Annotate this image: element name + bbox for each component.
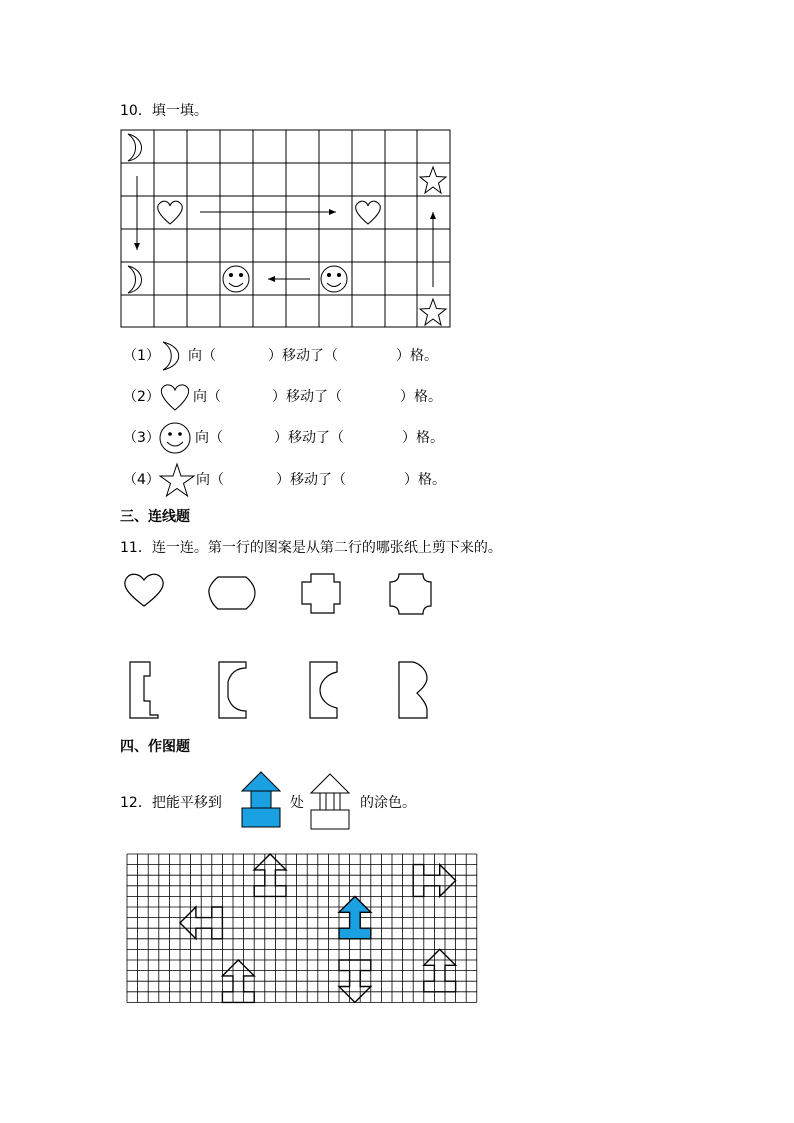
- q10-title: 10．填一填。: [120, 103, 208, 119]
- item-4-cells: ）格。: [404, 472, 446, 488]
- heart-shape: [125, 574, 163, 606]
- heart-icon: [356, 201, 381, 224]
- paper-b: [219, 662, 246, 718]
- item-4-num: （4）: [123, 472, 160, 488]
- star-icon: [420, 167, 446, 193]
- outline-house-icon: [309, 772, 351, 830]
- item-4-dir: 向（: [196, 472, 224, 488]
- smiley-icon: [223, 266, 249, 292]
- paper-c: [310, 662, 337, 718]
- star-icon: [420, 299, 446, 325]
- moon-icon: [128, 266, 142, 293]
- item-1-num: （1）: [123, 348, 160, 364]
- smiley-icon: [321, 266, 347, 292]
- paper-d: [399, 662, 427, 718]
- heart-icon: [158, 201, 183, 224]
- item-1-cells: ）格。: [396, 348, 438, 364]
- q11-title: 11．连一连。第一行的图案是从第二行的哪张纸上剪下来的。: [120, 540, 502, 556]
- item-3-cells: ）格。: [402, 430, 444, 446]
- item-2-dir: 向（: [193, 389, 221, 405]
- cross-shape: [302, 574, 340, 613]
- section-4-heading: 四、作图题: [120, 739, 190, 755]
- heart-icon: [158, 382, 192, 412]
- item-3-moved: ）移动了（: [274, 430, 344, 446]
- smiley-icon: [158, 421, 192, 455]
- item-1-dir: 向（: [188, 348, 216, 364]
- section-3-heading: 三、连线题: [120, 509, 190, 525]
- q12-prefix: 12．把能平移到: [120, 795, 222, 811]
- item-3-num: （3）: [123, 430, 160, 446]
- item-3-dir: 向（: [195, 430, 223, 446]
- q12-suffix: 的涂色。: [360, 795, 416, 811]
- item-2-cells: ）格。: [400, 389, 442, 405]
- item-2-moved: ）移动了（: [272, 389, 342, 405]
- moon-icon: [160, 341, 184, 371]
- item-1-moved: ）移动了（: [268, 348, 338, 364]
- paper-a: [130, 662, 158, 718]
- q10-grid: [0, 0, 794, 340]
- moon-icon: [128, 134, 142, 161]
- item-2-num: （2）: [123, 389, 160, 405]
- blue-house-icon: [240, 770, 282, 828]
- rounded-shape: [209, 577, 255, 609]
- item-4-moved: ）移动了（: [276, 472, 346, 488]
- q11-shapes: [0, 560, 794, 720]
- star-icon: [159, 463, 195, 497]
- notched-octagon-shape: [390, 574, 431, 614]
- q12-mid: 处: [290, 795, 304, 811]
- q12-grid: [124, 852, 484, 1004]
